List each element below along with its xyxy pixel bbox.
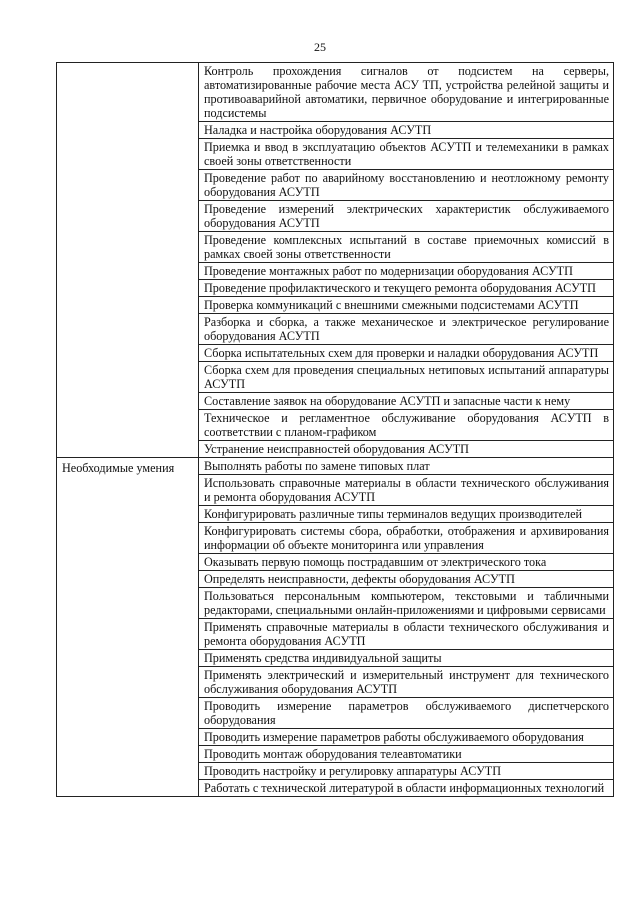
table-cell-item: Проведение работ по аварийному восстановлению и неотложному ремонту оборудования АСУТП bbox=[199, 170, 614, 201]
table-cell-item: Проводить измерение параметров обслуживаемого диспетчерского оборудования bbox=[199, 698, 614, 729]
table-cell-item: Проведение профилактического и текущего ремонта оборудования АСУТП bbox=[199, 280, 614, 297]
section-label: Необходимые умения bbox=[57, 458, 199, 797]
table-cell-item: Контроль прохождения сигналов от подсистем на серверы, автоматизированные рабочие места АСУ ТП, устройства релейной защиты и противоаварийной автоматики, первичное оборудование и интегрированные подсистемы bbox=[199, 63, 614, 122]
table-cell-item: Проведение измерений электрических характеристик обслуживаемого оборудования АСУТП bbox=[199, 201, 614, 232]
table-cell-item: Конфигурировать различные типы терминалов ведущих производителей bbox=[199, 506, 614, 523]
table-row bbox=[57, 63, 614, 122]
table-cell-item: Проводить монтаж оборудования телеавтоматики bbox=[199, 746, 614, 763]
table-cell-item: Составление заявок на оборудование АСУТП и запасные части к нему bbox=[199, 393, 614, 410]
table-cell-item: Проведение комплексных испытаний в составе приемочных комиссий в рамках своей зоны ответственности bbox=[199, 232, 614, 263]
table-cell-item: Сборка испытательных схем для проверки и наладки оборудования АСУТП bbox=[199, 345, 614, 362]
table-cell-item: Применять справочные материалы в области технического обслуживания и ремонта оборудования АСУТП bbox=[199, 619, 614, 650]
table-cell-item: Приемка и ввод в эксплуатацию объектов АСУТП и телемеханики в рамках своей зоны ответственности bbox=[199, 139, 614, 170]
table-cell-item: Работать с технической литературой в области информационных технологий bbox=[199, 780, 614, 797]
table-cell-item: Устранение неисправностей оборудования АСУТП bbox=[199, 441, 614, 458]
page-number: 25 bbox=[314, 40, 326, 54]
table-cell-item: Сборка схем для проведения специальных нетиповых испытаний аппаратуры АСУТП bbox=[199, 362, 614, 393]
table-cell-item: Проводить настройку и регулировку аппаратуры АСУТП bbox=[199, 763, 614, 780]
table-cell-item: Оказывать первую помощь пострадавшим от электрического тока bbox=[199, 554, 614, 571]
table-cell-item: Определять неисправности, дефекты оборудования АСУТП bbox=[199, 571, 614, 588]
table-cell-item: Применять электрический и измерительный инструмент для технического обслуживания оборудования АСУТП bbox=[199, 667, 614, 698]
table-cell-item: Проверка коммуникаций с внешними смежными подсистемами АСУТП bbox=[199, 297, 614, 314]
table-row bbox=[57, 458, 614, 475]
table-cell-item: Конфигурировать системы сбора, обработки, отображения и архивирования информации об объекте мониторинга или управления bbox=[199, 523, 614, 554]
table-cell-item: Выполнять работы по замене типовых плат bbox=[199, 458, 614, 475]
table-cell-item: Проведение монтажных работ по модернизации оборудования АСУТП bbox=[199, 263, 614, 280]
table-cell-item: Использовать справочные материалы в области технического обслуживания и ремонта оборудования АСУТП bbox=[199, 475, 614, 506]
table-cell-item: Техническое и регламентное обслуживание оборудования АСУТП в соответствии с планом-графиком bbox=[199, 410, 614, 441]
table-cell-item: Проводить измерение параметров работы обслуживаемого оборудования bbox=[199, 729, 614, 746]
competency-table bbox=[56, 62, 614, 797]
table-cell-item: Наладка и настройка оборудования АСУТП bbox=[199, 122, 614, 139]
table-cell-item: Пользоваться персональным компьютером, текстовыми и табличными редакторами, специальными онлайн-приложениями и цифровыми сервисами bbox=[199, 588, 614, 619]
table-cell-item: Разборка и сборка, а также механическое и электрическое регулирование оборудования АСУТП bbox=[199, 314, 614, 345]
table-cell-item: Применять средства индивидуальной защиты bbox=[199, 650, 614, 667]
section-label bbox=[57, 63, 199, 458]
